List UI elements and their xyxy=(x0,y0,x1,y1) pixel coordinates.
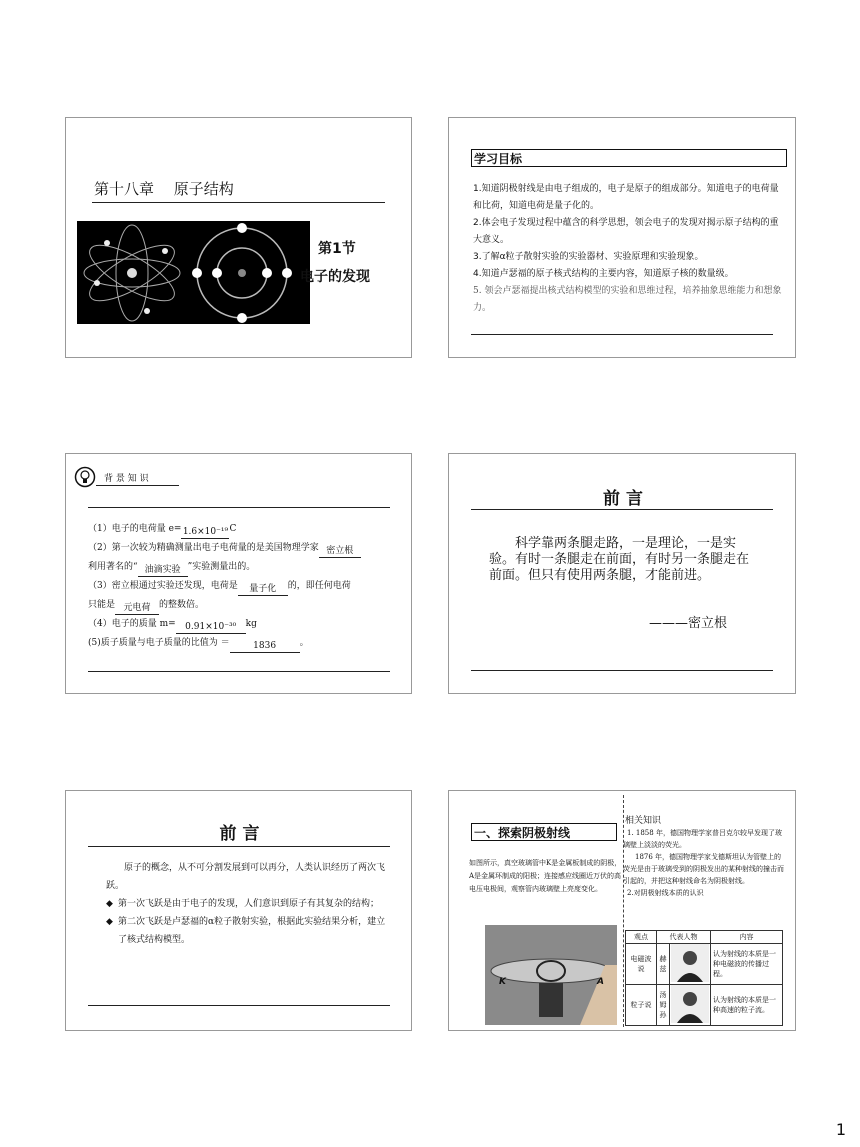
answer-electron-mass: 0.91×10⁻³⁰ xyxy=(176,622,246,634)
atom-diagram-icon xyxy=(77,221,310,324)
leap-item: ◆ 第一次飞跃是由于电子的发现，人们意识到原子有其复杂的结构； xyxy=(106,895,394,913)
table-header: 代表人物 xyxy=(657,931,711,944)
title-rule xyxy=(88,846,390,847)
related-paragraph: 1876 年，德国物理学家戈德斯坦认为管壁上的荧光是由于玻璃受到的阴极发出的某种射线的撞击而引起的，并把这种射线命名为阴极射线。 xyxy=(623,853,784,885)
bottom-rule xyxy=(88,671,390,672)
table-row: 粒子说 汤姆孙 认为射线的本质是一种高速的粒子流。 xyxy=(626,985,783,1026)
chapter-title: 第十八章 原子结构 xyxy=(94,180,234,198)
knowledge-list: （1）电子的电荷量 e=1.6×10⁻¹⁹C （2）第一次较为精确测量出电子电荷量的是美国物理学家 密立根 利用著名的“ 油滴实验 ”实验测量出的。 （3）密立根通过实验还发现，电荷是 量子化 的，即任何电荷 只能是 元电荷 的整数倍。 （4）电子的质量 m= 0.91×10⁻³⁰ kg (5)质子质量与电子质量的比值为 ＝ 1836 。 xyxy=(88,520,398,653)
slide-foreword-leaps xyxy=(65,790,412,1031)
atom-image xyxy=(77,221,310,324)
objective-item: 2.体会电子发现过程中蕴含的科学思想，领会电子的发现对揭示原子结构的重大意义。 xyxy=(473,218,779,245)
answer-elementary-charge: 元电荷 xyxy=(115,603,159,615)
answer-experiment: 油滴实验 xyxy=(138,565,188,577)
objective-item: 1.知道阴极射线是由电子组成的，电子是原子的组成部分。知道电子的电荷量和比荷，知道电荷是量子化的。 xyxy=(473,184,779,211)
leap-item: ◆ 第二次飞跃是卢瑟福的α粒子散射实验，根据此实验结果分析，建立了核式结构模型。 xyxy=(106,913,394,949)
title-underline xyxy=(92,202,385,203)
cathode-ray-views-table xyxy=(625,930,783,1026)
label-cathode-k: K xyxy=(499,977,506,987)
label-anode-a: A xyxy=(597,977,604,987)
answer-electron-charge: 1.6×10⁻¹⁹ xyxy=(182,527,229,537)
section-heading: 一、探索阴极射线 xyxy=(471,823,617,841)
foreword-body xyxy=(106,859,394,949)
related-paragraph: 1. 1858 年，德国物理学家普吕克尔较早发现了玻璃壁上淡淡的荧光。 xyxy=(623,829,782,849)
bottom-rule xyxy=(471,670,773,671)
slide-background-knowledge xyxy=(65,453,412,694)
objectives-heading: 学习目标 xyxy=(471,149,787,167)
person-portrait-icon xyxy=(671,944,709,982)
foreword-title: 前 言 xyxy=(219,824,260,844)
objective-item: 5. 领会卢瑟福提出核式结构模型的实验和思维过程，培养抽象思维能力和想象力。 xyxy=(473,286,782,313)
background-heading: 背 景 知 识 xyxy=(104,474,149,484)
title-rule xyxy=(471,509,773,510)
related-paragraph: 2.对阴极射线本质的认识 xyxy=(627,889,704,897)
person-portrait-icon xyxy=(671,985,709,1023)
diamond-bullet-icon: ◆ xyxy=(106,899,113,909)
quote-text: 科学靠两条腿走路，一是理论，一是实验。有时一条腿走在前面，有时另一条腿走在前面。但只有使用两条腿，才能前进。 xyxy=(489,536,750,583)
table-header: 观点 xyxy=(626,931,657,944)
section-title: 电子的发现 xyxy=(300,269,370,285)
page-number: 1 xyxy=(835,1120,846,1139)
lightbulb-badge-icon xyxy=(74,466,96,488)
table-row: 电磁波说 赫兹 认为射线的本质是一种电磁波的传播过程。 xyxy=(626,944,783,985)
portrait-photo xyxy=(670,985,711,1026)
answer-mass-ratio: 1836 xyxy=(230,641,300,653)
experiment-description: 如图所示，真空玻璃管中K是金属板制成的阴极，A是金属环制成的阳极；连接感应线圈近万伏的高电压电极间，观察管内玻璃壁上亮度变化。 xyxy=(469,859,622,893)
objectives-list xyxy=(473,181,785,317)
objective-item: 4.知道卢瑟福的原子核式结构的主要内容，知道原子核的数量级。 xyxy=(473,269,734,279)
related-knowledge xyxy=(623,815,787,899)
quote-author: ———密立根 xyxy=(649,616,728,631)
section-label: 第1节 xyxy=(318,241,356,257)
slide-chapter-title xyxy=(65,117,412,358)
intro-text: 原子的概念，从不可分割发展到可以再分，人类认识经历了两次飞跃。 xyxy=(106,863,386,891)
portrait-photo xyxy=(670,944,711,985)
answer-scientist: 密立根 xyxy=(319,546,361,558)
foreword-title: 前 言 xyxy=(603,489,643,509)
slide-cathode-rays xyxy=(448,790,796,1031)
objective-item: 3.了解α粒子散射实验的实验器材、实验原理和实验现象。 xyxy=(473,252,704,262)
answer-quantized: 量子化 xyxy=(238,584,288,596)
cathode-tube-icon xyxy=(485,925,617,1025)
diamond-bullet-icon: ◆ xyxy=(106,917,113,927)
bottom-rule xyxy=(88,1005,390,1006)
cathode-tube-photo xyxy=(485,925,617,1025)
objectives-underline xyxy=(471,334,773,335)
heading-underline xyxy=(96,485,179,486)
slide-foreword-quote xyxy=(448,453,796,694)
top-rule xyxy=(88,507,390,508)
table-header: 内容 xyxy=(711,931,783,944)
slide-learning-objectives xyxy=(448,117,796,358)
related-title: 相关知识 xyxy=(625,816,662,826)
